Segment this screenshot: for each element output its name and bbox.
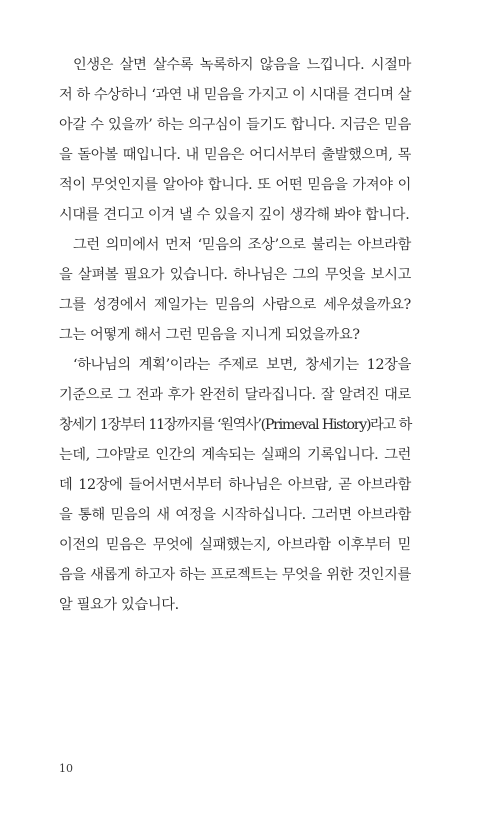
body-text	[59, 50, 411, 620]
page-number: 10	[59, 762, 73, 775]
text-line: 인생은 살면 살수록 녹록하지 않음을 느낍니다. 시절마	[73, 57, 411, 73]
text-line: 이전의 믿음은 무엇에 실패했는지, 아브라함 이후부터 믿	[59, 537, 411, 553]
text-line: 는데, 그야말로 인간의 계속되는 실패의 기록입니다. 그런	[59, 447, 411, 463]
text-line: 데 12장에 들어서면서부터 하나님은 아브람, 곧 아브라함	[59, 477, 411, 493]
text-line: 시대를 견디고 이겨 낼 수 있을지 깊이 생각해 봐야 합니다.	[59, 207, 410, 223]
text-line: 을 살펴볼 필요가 있습니다. 하나님은 그의 무엇을 보시고	[59, 267, 411, 283]
text-line: 창세기 1장부터 11장까지를 ‘원역사’(Primeval History)라고 하	[59, 417, 411, 433]
text-line: 그를 성경에서 제일가는 믿음의 사람으로 세우셨을까요?	[59, 297, 411, 313]
text-line: ‘하나님의 계획’이라는 주제로 보면, 창세기는 12장을	[73, 357, 411, 373]
text-line: 그런 의미에서 먼저 ‘믿음의 조상’으로 불리는 아브라함	[73, 237, 411, 253]
paragraph-2	[59, 230, 411, 350]
text-line: 음을 새롭게 하고자 하는 프로젝트는 무엇을 위한 것인지를	[59, 567, 411, 583]
text-line: 을 돌아볼 때입니다. 내 믿음은 어디서부터 출발했으며, 목	[59, 147, 411, 163]
text-line: 알 필요가 있습니다.	[59, 597, 179, 613]
text-line: 적이 무엇인지를 알아야 합니다. 또 어떤 믿음을 가져야 이	[59, 177, 411, 193]
paragraph-3	[59, 350, 411, 620]
text-line: 저 하 수상하니 ‘과연 내 믿음을 가지고 이 시대를 견디며 살	[59, 87, 411, 103]
text-line: 기준으로 그 전과 후가 완전히 달라집니다. 잘 알려진 대로	[59, 387, 411, 403]
text-line: 을 통해 믿음의 새 여정을 시작하십니다. 그러면 아브라함	[59, 507, 411, 523]
paragraph-1	[59, 50, 411, 230]
text-line: 그는 어떻게 해서 그런 믿음을 지니게 되었을까요?	[59, 327, 360, 343]
text-line: 아갈 수 있을까’ 하는 의구심이 들기도 합니다. 지금은 믿음	[59, 117, 411, 133]
